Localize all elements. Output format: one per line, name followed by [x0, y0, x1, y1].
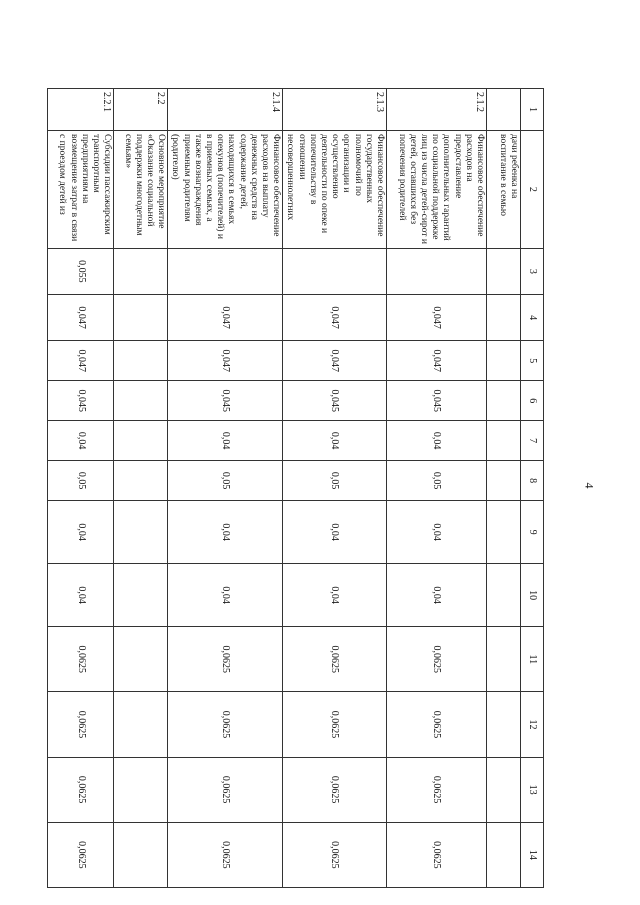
- col-header: 5: [521, 341, 544, 381]
- row-value: 0,04: [48, 421, 114, 461]
- row-value: 0,047: [48, 295, 114, 341]
- row-value: 0,0625: [168, 757, 283, 822]
- row-value: [168, 248, 283, 294]
- row-value: 0,04: [387, 421, 487, 461]
- row-value: [487, 501, 521, 564]
- row-value: 0,04: [168, 564, 283, 627]
- budget-table: [47, 88, 544, 888]
- row-value: 0,05: [48, 461, 114, 501]
- row-value: 0,04: [168, 501, 283, 564]
- row-value: 0,047: [283, 341, 387, 381]
- row-name: Финансовое обеспечение расходов на выплату денежных средств на содержание детей, находящихся в семьях опекунов (попечителей) и в приемных семьях, а также вознаграждения приемным родителям (родителю): [168, 131, 283, 249]
- row-value: [114, 248, 168, 294]
- row-value: 0,045: [283, 381, 387, 421]
- row-value: 0,05: [168, 461, 283, 501]
- row-value: [487, 421, 521, 461]
- row-value: 0,047: [168, 341, 283, 381]
- table-container: [57, 88, 544, 888]
- row-value: [114, 564, 168, 627]
- row-value: [114, 341, 168, 381]
- row-value: 0,0625: [168, 692, 283, 757]
- row-name: Субсидии пассажирским транспортным предприятиям на возмещение затрат в связи с проездом детей из: [48, 131, 114, 249]
- row-code: [487, 89, 521, 131]
- row-value: [114, 461, 168, 501]
- row-value: 0,0625: [283, 757, 387, 822]
- col-header: 10: [521, 564, 544, 627]
- row-value: [487, 627, 521, 692]
- row-value: [487, 757, 521, 822]
- row-name: Основное мероприятие «Оказание социальной поддержки многодетным семьям»: [114, 131, 168, 249]
- row-code: 2.1.3: [283, 89, 387, 131]
- row-value: 0,05: [387, 461, 487, 501]
- row-value: [114, 627, 168, 692]
- row-value: 0,04: [387, 564, 487, 627]
- row-value: [487, 248, 521, 294]
- table-row: [487, 89, 521, 888]
- table-row: [283, 89, 387, 888]
- col-header: 14: [521, 822, 544, 887]
- table-row: [48, 89, 114, 888]
- row-value: 0,045: [168, 381, 283, 421]
- row-value: 0,0625: [283, 692, 387, 757]
- row-value: 0,04: [387, 501, 487, 564]
- row-value: 0,0625: [387, 692, 487, 757]
- row-value: 0,047: [283, 295, 387, 341]
- row-value: 0,04: [283, 501, 387, 564]
- row-value: 0,0625: [48, 692, 114, 757]
- row-value: 0,04: [168, 421, 283, 461]
- col-header: 12: [521, 692, 544, 757]
- col-header: 3: [521, 248, 544, 294]
- row-value: [114, 295, 168, 341]
- row-value: [487, 692, 521, 757]
- row-value: [487, 381, 521, 421]
- col-header: 1: [521, 89, 544, 131]
- row-code: 2.1.2: [387, 89, 487, 131]
- col-header: 7: [521, 421, 544, 461]
- row-value: [487, 461, 521, 501]
- col-header: 9: [521, 501, 544, 564]
- row-code: 2.2: [114, 89, 168, 131]
- row-value: [114, 501, 168, 564]
- table-header-row: [521, 89, 544, 888]
- row-value: 0,047: [48, 341, 114, 381]
- row-value: 0,04: [48, 501, 114, 564]
- table-row: [387, 89, 487, 888]
- row-value: [487, 822, 521, 887]
- row-name: Финансовое обеспечение государственных полномочий по организации и осуществлению деятельности по опеке и попечительству в отношении несовершеннолетних: [283, 131, 387, 249]
- row-value: [114, 692, 168, 757]
- col-header: 6: [521, 381, 544, 421]
- row-value: [114, 822, 168, 887]
- row-value: 0,045: [387, 381, 487, 421]
- row-value: 0,0625: [387, 822, 487, 887]
- row-value: 0,047: [168, 295, 283, 341]
- row-value: [114, 381, 168, 421]
- row-value: 0,0625: [387, 627, 487, 692]
- row-value: 0,04: [48, 564, 114, 627]
- row-value: 0,0625: [387, 757, 487, 822]
- row-value: 0,05: [283, 461, 387, 501]
- row-code: 2.2.1: [48, 89, 114, 131]
- row-value: 0,0625: [48, 757, 114, 822]
- row-value: 0,04: [283, 421, 387, 461]
- col-header: 11: [521, 627, 544, 692]
- table-row: [168, 89, 283, 888]
- row-value: 0,0625: [48, 627, 114, 692]
- row-value: 0,047: [387, 341, 487, 381]
- row-name: Финансовое обеспечение расходов на предоставление дополнительных гарантий по социальной поддержке лиц из числа детей-сирот и детей, оставшихся без попечения родителей: [387, 131, 487, 249]
- col-header: 2: [521, 131, 544, 249]
- rotated-table-wrapper: [57, 88, 544, 888]
- row-value: 0,0625: [283, 627, 387, 692]
- row-name: дачи ребенка на воспитание в семью: [487, 131, 521, 249]
- row-code: 2.1.4: [168, 89, 283, 131]
- col-header: 13: [521, 757, 544, 822]
- row-value: 0,0625: [48, 822, 114, 887]
- row-value: [114, 757, 168, 822]
- row-value: 0,0625: [168, 822, 283, 887]
- row-value: [487, 564, 521, 627]
- row-value: 0,04: [283, 564, 387, 627]
- page-number: 4: [582, 482, 597, 489]
- row-value: [114, 421, 168, 461]
- table-row: [114, 89, 168, 888]
- row-value: 0,047: [387, 295, 487, 341]
- row-value: [283, 248, 387, 294]
- row-value: 0,055: [48, 248, 114, 294]
- col-header: 8: [521, 461, 544, 501]
- row-value: [487, 295, 521, 341]
- row-value: [487, 341, 521, 381]
- row-value: 0,045: [48, 381, 114, 421]
- row-value: 0,0625: [168, 627, 283, 692]
- row-value: [387, 248, 487, 294]
- row-value: 0,0625: [283, 822, 387, 887]
- col-header: 4: [521, 295, 544, 341]
